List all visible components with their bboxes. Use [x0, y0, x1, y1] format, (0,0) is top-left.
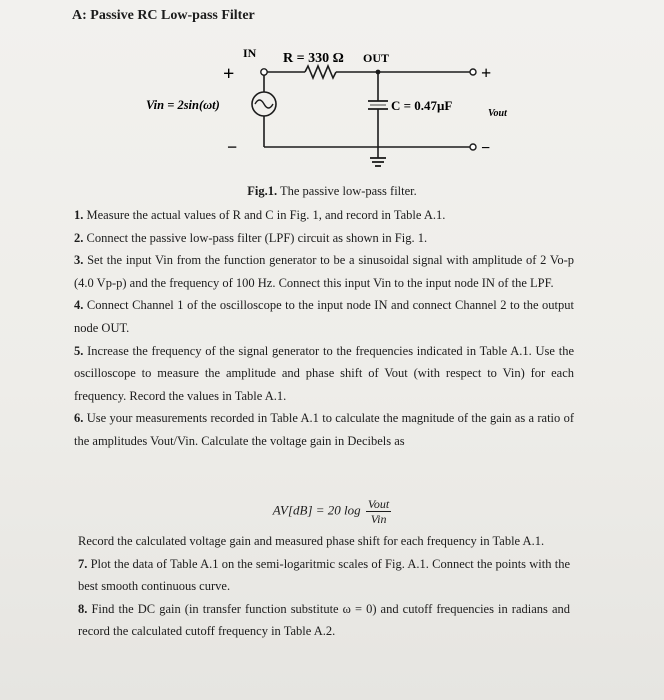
step-8: 8. Find the DC gain (in transfer function substitute ω = 0) and cutoff frequencies in radians and record the calculated cutoff frequency in Table A.2. [78, 601, 571, 639]
step-6: 6. Use your measurements recorded in Table A.1 to calculate the magnitude of the gain as a ratio of the amplitudes Vout/Vin. Calculate the voltage gain in Decibels as [74, 411, 574, 448]
formula-numerator: Vout [367, 497, 390, 511]
step-1: 1. Measure the actual values of R and C in Fig. 1, and record in Table A.1. [74, 208, 446, 222]
step-3: 3. Set the input Vin from the function generator to be a sinusoidal signal with amplitude of 2 Vo-p (4.0 Vp-p) and the frequency of 100 Hz. Connect this input Vin to the input node IN of the LPF. [74, 253, 575, 290]
instruction-list-continued [78, 530, 570, 643]
ground-symbol [370, 158, 386, 166]
rc-circuit-diagram [0, 0, 664, 180]
formula-denominator: Vin [370, 512, 387, 526]
figure-caption [0, 184, 664, 199]
step-2: 2. Connect the passive low-pass filter (LPF) circuit as shown in Fig. 1. [74, 230, 428, 245]
out-terminal-top [470, 69, 476, 75]
section-heading: A: Passive RC Low-pass Filter [72, 8, 255, 23]
step-4: 4. Connect Channel 1 of the oscilloscope to the input node IN and connect Channel 2 to the output node OUT. [74, 298, 575, 335]
step-5: 5. Increase the frequency of the signal generator to the frequencies indicated in Table A.1. Use the oscilloscope to measure the amplitude and phase shift of Vout (with respect to Vin) for each frequency. Record the values in Table A.1. [74, 343, 574, 403]
source-label: Vin = 2sin(ωt) [146, 98, 220, 112]
formula-lhs: AV[dB] = 20 log [272, 502, 361, 518]
figure-caption-text: The passive low-pass filter. [279, 184, 417, 198]
out-node [376, 70, 381, 75]
resistor-label: R = 330 Ω [283, 51, 344, 66]
formula-fraction [366, 497, 391, 526]
minus-right: − [481, 140, 491, 157]
plus-right: + [481, 63, 492, 83]
minus-left: − [227, 137, 238, 157]
instruction-list [74, 204, 574, 453]
vout-label: Vout [488, 108, 507, 119]
record-note: Record the calculated voltage gain and measured phase shift for each frequency in Table A.1. [78, 534, 545, 548]
figure-caption-label: Fig.1. [247, 184, 278, 198]
step-7: 7. Plot the data of Table A.1 on the semi-logaritmic scales of Fig. A.1. Connect the points with the best smooth continuous curve. [78, 556, 571, 594]
plus-left: + [223, 63, 235, 85]
out-label: OUT [363, 51, 390, 65]
resistor-symbol [305, 66, 336, 78]
capacitor-symbol [368, 101, 388, 109]
in-label: IN [243, 46, 257, 60]
out-terminal-bottom [470, 144, 476, 150]
gain-formula [0, 497, 664, 526]
capacitor-label: C = 0.47μF [391, 98, 453, 113]
in-node [261, 69, 267, 75]
